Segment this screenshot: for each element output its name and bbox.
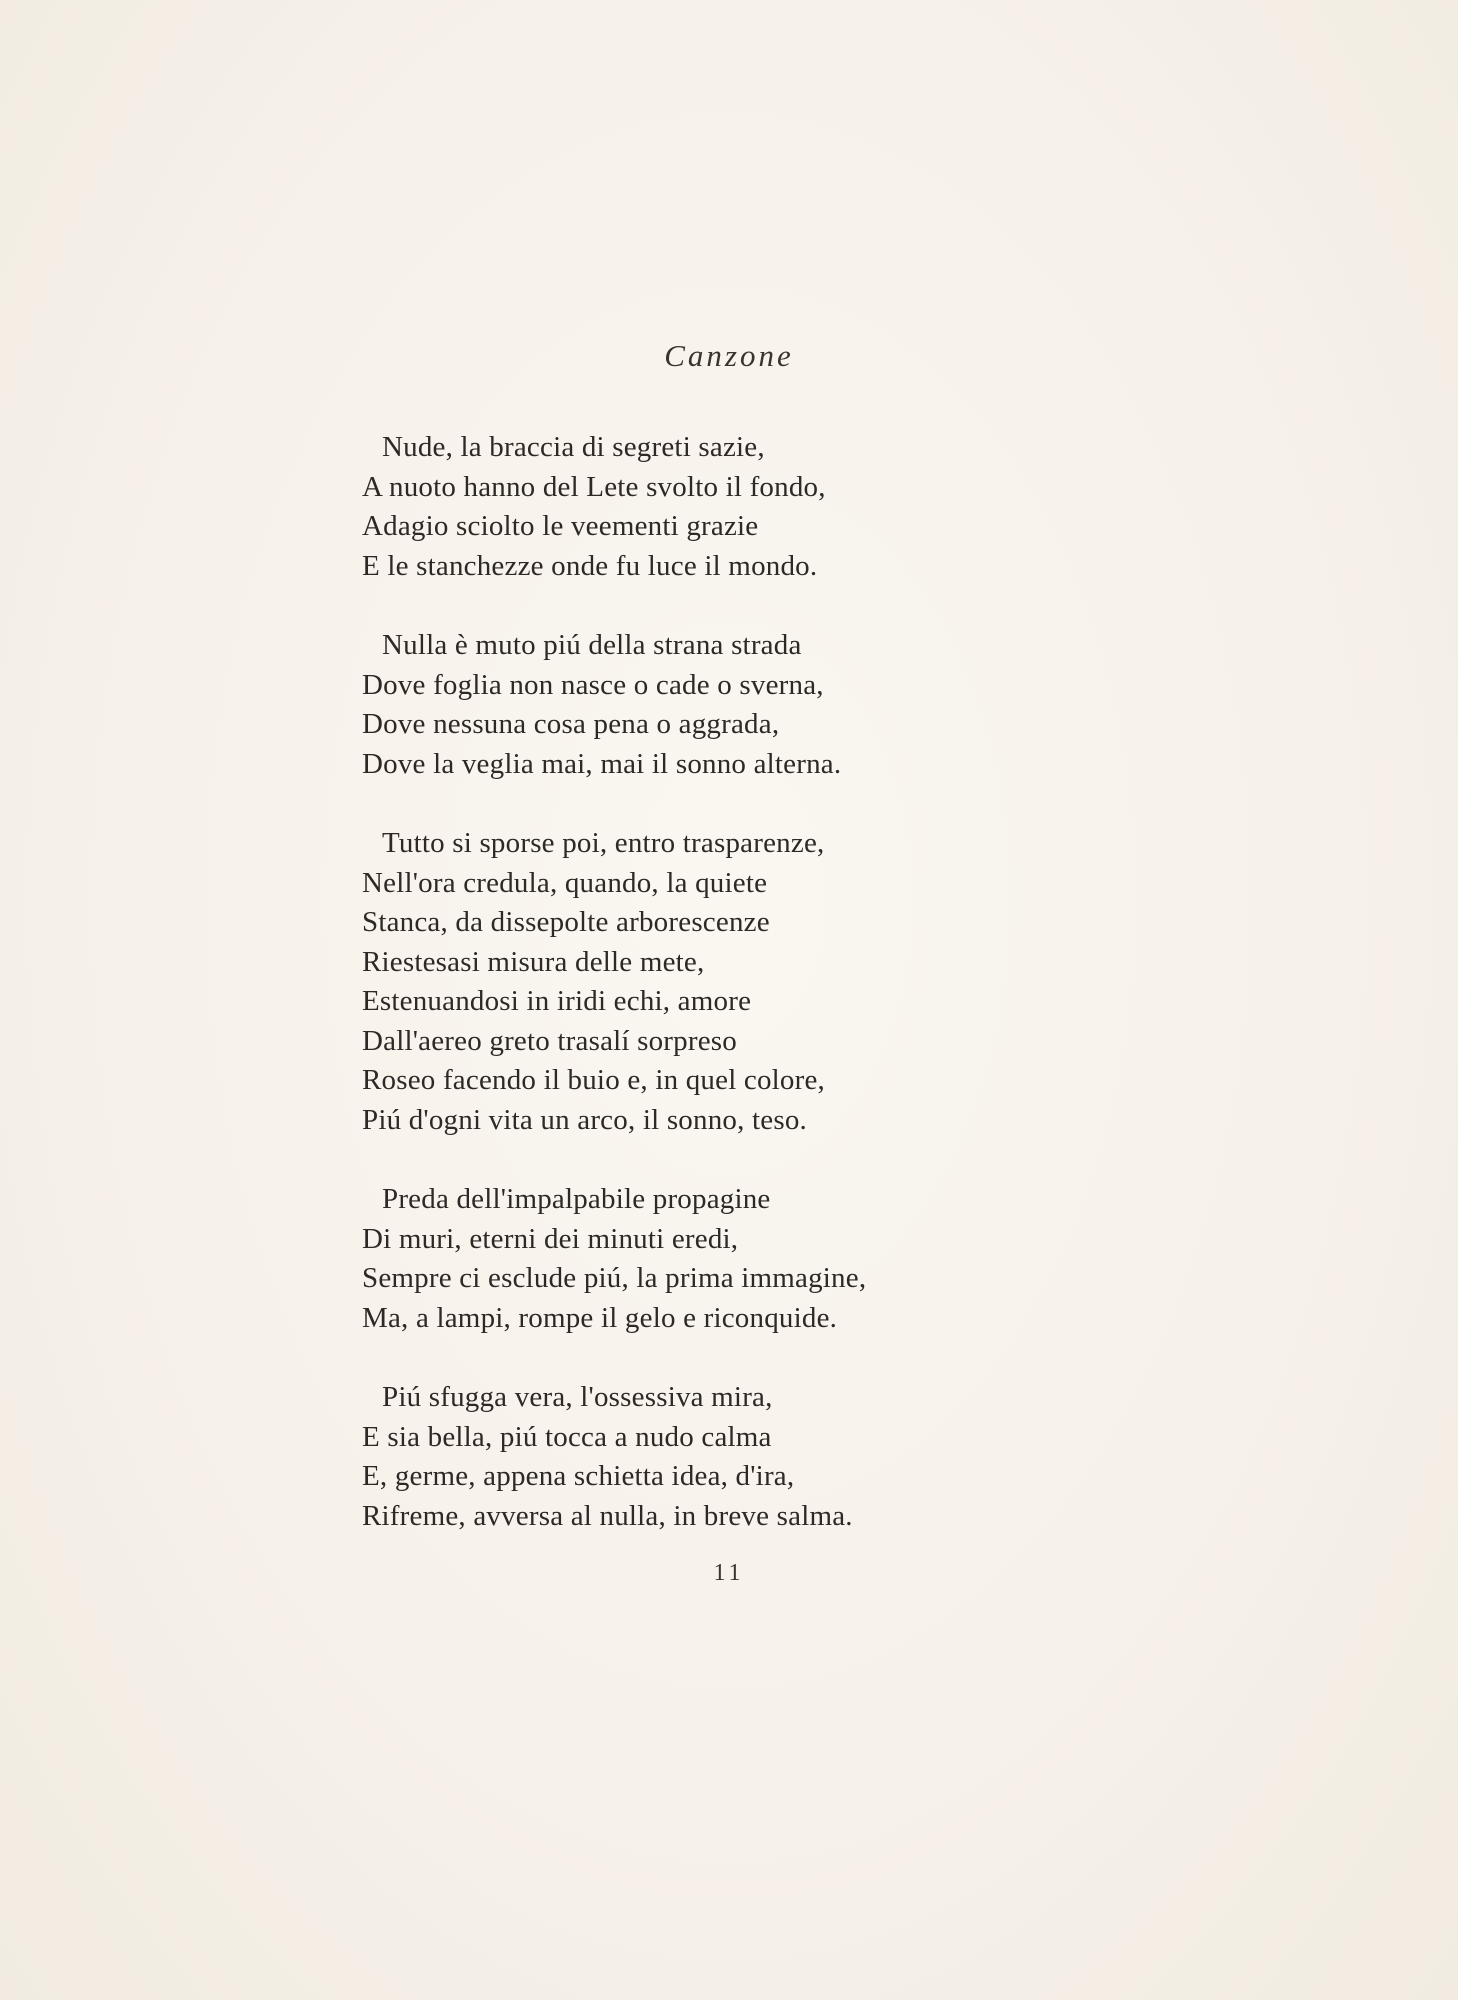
poem-line: Sempre ci esclude piú, la prima immagine, bbox=[362, 1262, 867, 1294]
poem-line: Nude, la braccia di segreti sazie, bbox=[382, 431, 765, 463]
page-number: 11 bbox=[713, 1560, 745, 1586]
poem-line: Dove nessuna cosa pena o aggrada, bbox=[362, 708, 780, 740]
poem-line: Nell'ora credula, quando, la quiete bbox=[362, 866, 768, 899]
poem-line: E, germe, appena schietta idea, d'ira, bbox=[362, 1460, 795, 1492]
poem-line: Rifreme, avversa al nulla, in breve salma. bbox=[362, 1499, 853, 1532]
stanza-3 bbox=[362, 824, 1182, 1140]
poem-line: Piú d'ogni vita un arco, il sonno, teso. bbox=[362, 1103, 807, 1136]
poem-line: Roseo facendo il buio e, in quel colore, bbox=[362, 1064, 826, 1096]
poem-line: A nuoto hanno del Lete svolto il fondo, bbox=[362, 470, 826, 503]
poem-line: Estenuandosi in iridi echi, amore bbox=[362, 985, 752, 1017]
poem-line: Dall'aereo greto trasalí sorpreso bbox=[362, 1024, 737, 1057]
poem-line: Dove la veglia mai, mai il sonno alterna. bbox=[362, 747, 842, 780]
poem-line: Ma, a lampi, rompe il gelo e riconquide. bbox=[362, 1301, 838, 1334]
stanza-2 bbox=[362, 626, 1182, 784]
poem-line: Di muri, eterni dei minuti eredi, bbox=[362, 1222, 739, 1255]
poem-line: Tutto si sporse poi, entro trasparenze, bbox=[382, 827, 825, 859]
poem-line: Preda dell'impalpabile propagine bbox=[382, 1183, 771, 1215]
poem-line: Adagio sciolto le veementi grazie bbox=[362, 510, 759, 542]
stanza-4 bbox=[362, 1180, 1182, 1338]
poem-body bbox=[362, 428, 1182, 1576]
poem-title: Canzone bbox=[664, 338, 794, 373]
poem-line: Nulla è muto piú della strana strada bbox=[382, 629, 802, 661]
stanza-1 bbox=[362, 428, 1182, 586]
poem-line: E le stanchezze onde fu luce il mondo. bbox=[362, 549, 818, 582]
poem-line: Piú sfugga vera, l'ossessiva mira, bbox=[382, 1381, 773, 1413]
poem-line: Riestesasi misura delle mete, bbox=[362, 945, 705, 978]
stanza-5 bbox=[362, 1378, 1182, 1536]
poem-line: Stanca, da dissepolte arborescenze bbox=[362, 906, 770, 938]
poem-line: Dove foglia non nasce o cade o sverna, bbox=[362, 668, 824, 701]
poem-line: E sia bella, piú tocca a nudo calma bbox=[362, 1420, 772, 1453]
